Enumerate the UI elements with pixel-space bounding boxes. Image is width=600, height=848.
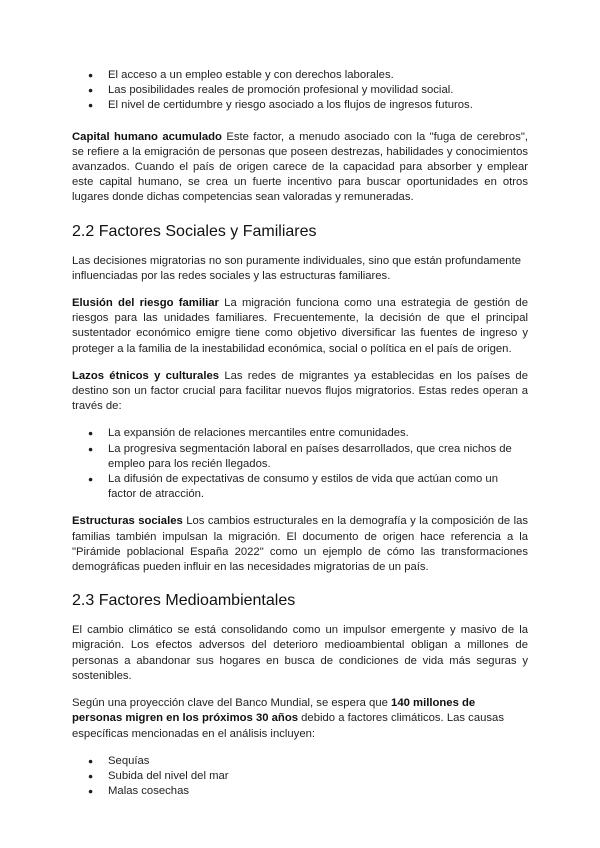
- list-item: ● El nivel de certidumbre y riesgo asociado a los flujos de ingresos futuros.: [72, 98, 528, 113]
- estructuras-title: Estructuras sociales: [72, 515, 183, 528]
- estructuras-text: Los cambios estructurales en la demografía y la composición de las familias también impulsan la migración. El documento de origen hace referencia a la "Pirámide poblacional España 2022" como un ejemplo de cómo las transformaciones demográficas pueden influir en las necesidades migratorias de un país.: [72, 515, 529, 574]
- capital-humano-title: Capital humano acumulado: [72, 130, 222, 143]
- causes-bullet-list: [72, 754, 528, 800]
- list-item: ● El acceso a un empleo estable y con derechos laborales.: [72, 68, 528, 83]
- banco-mundial-paragraph: [72, 696, 528, 742]
- document-content: [72, 68, 528, 799]
- lazos-title: Lazos étnicos y culturales: [72, 369, 220, 382]
- list-item: ● Las posibilidades reales de promoción profesional y movilidad social.: [72, 83, 528, 98]
- section-2-2-intro: Las decisiones migratorias no son puramente individuales, sino que están profundamente influenciadas por las redes sociales y las estructuras familiares.: [72, 254, 522, 282]
- capital-humano-text: Este factor, a menudo asociado con la "fuga de cerebros", se refiere a la emigración de personas que poseen destrezas, habilidades y conocimientos avanzados. Cuando el país de origen carece de la capacidad para absorber y emplear este capital humano, se crea un fuerte incentivo para buscar oportunidades en otros lugares donde dichas competencias sean valoradas y remuneradas.: [72, 130, 528, 204]
- list-item: ● La difusión de expectativas de consumo y estilos de vida que actúan como un factor de atracción.: [72, 472, 528, 502]
- projection-highlight: 140 millones de personas migren en los próximos 30 años: [72, 697, 476, 725]
- elusion-paragraph: [72, 296, 528, 357]
- list-item: ● Malas cosechas: [72, 784, 528, 799]
- section-2-3-intro: El cambio climático se está consolidando como un impulsor emergente y masivo de la migración. Los efectos adversos del deterioro medioambiental obligan a millones de personas a abandonar sus hogares en busca de condiciones de vida más seguras y sostenibles.: [72, 624, 528, 682]
- lazos-bullet-list: [72, 426, 528, 502]
- top-bullet-list: [72, 68, 528, 114]
- projection-text-after: debido a factores climáticos. Las causas específicas mencionadas en el análisis incluyen:: [72, 712, 504, 740]
- list-item: ● La progresiva segmentación laboral en países desarrollados, que crea nichos de empleo para los recién llegados.: [72, 442, 528, 472]
- capital-humano-paragraph: [72, 130, 528, 206]
- elusion-title: Elusión del riesgo familiar: [72, 297, 219, 310]
- lazos-paragraph: [72, 369, 528, 415]
- lazos-text: Las redes de migrantes ya establecidas en los países de destino son un factor crucial para facilitar nuevos flujos migratorios. Estas redes operan a través de:: [72, 369, 528, 413]
- list-item: ● Sequías: [72, 754, 528, 769]
- estructuras-paragraph: [72, 514, 528, 575]
- section-heading-2-2: 2.2 Factores Sociales y Familiares: [72, 222, 317, 240]
- elusion-text: La migración funciona como una estrategia de gestión de riesgos para las unidades familiares. Frecuentemente, la decisión de que el principal sustentador económico emigre tiene como objetivo diversificar las fuentes de ingreso y proteger a la familia de la inestabilidad económica, social o política en el país de origen.: [72, 297, 529, 355]
- list-item: ● La expansión de relaciones mercantiles entre comunidades.: [72, 426, 528, 441]
- projection-text-before: Según una proyección clave del Banco Mundial, se espera que: [72, 697, 392, 710]
- section-heading-2-3: 2.3 Factores Medioambientales: [72, 592, 296, 610]
- list-item: ● Subida del nivel del mar: [72, 769, 528, 784]
